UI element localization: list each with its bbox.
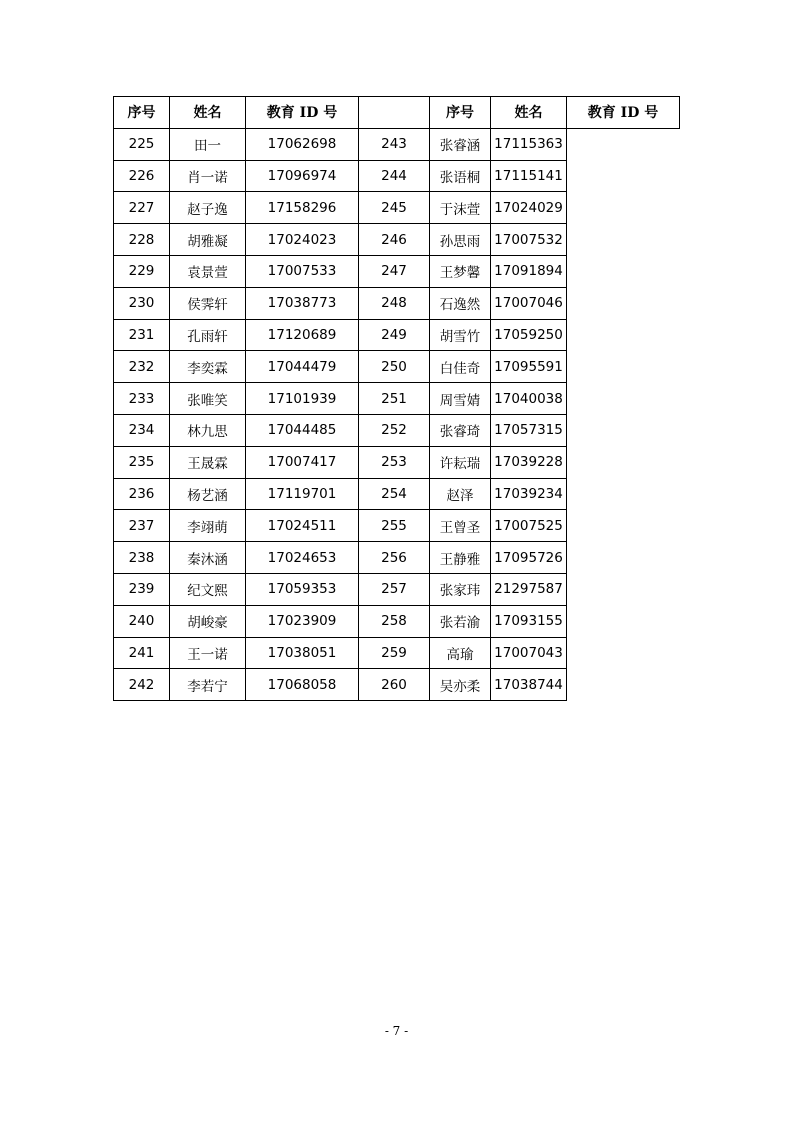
table-row	[114, 573, 680, 605]
cell-name-left: 赵子逸	[170, 192, 246, 224]
cell-id-right: 17093155	[491, 605, 567, 637]
header-name-right: 姓名	[491, 97, 567, 129]
cell-no-right: 244	[359, 160, 430, 192]
cell-no-right: 255	[359, 510, 430, 542]
header-name-left: 姓名	[170, 97, 246, 129]
cell-name-left: 田一	[170, 128, 246, 160]
cell-name-right: 赵泽	[430, 478, 491, 510]
cell-no-left: 228	[114, 224, 170, 256]
table-row	[114, 510, 680, 542]
table-row	[114, 287, 680, 319]
cell-no-left: 232	[114, 351, 170, 383]
cell-name-left: 李若宁	[170, 669, 246, 701]
table-row	[114, 383, 680, 415]
cell-name-left: 李奕霖	[170, 351, 246, 383]
cell-no-right: 252	[359, 414, 430, 446]
cell-name-right: 白佳奇	[430, 351, 491, 383]
cell-no-right: 259	[359, 637, 430, 669]
cell-id-left: 17158296	[246, 192, 359, 224]
cell-no-left: 227	[114, 192, 170, 224]
cell-name-right: 孙思雨	[430, 224, 491, 256]
cell-id-right: 17040038	[491, 383, 567, 415]
cell-name-left: 胡雅凝	[170, 224, 246, 256]
header-id-right: 教育 ID 号	[567, 97, 680, 129]
cell-no-right: 249	[359, 319, 430, 351]
cell-name-left: 纪文熙	[170, 573, 246, 605]
header-id-left: 教育 ID 号	[246, 97, 359, 129]
cell-no-right: 246	[359, 224, 430, 256]
cell-no-left: 236	[114, 478, 170, 510]
cell-name-left: 王晟霖	[170, 446, 246, 478]
cell-id-right: 17007532	[491, 224, 567, 256]
cell-id-right: 17115363	[491, 128, 567, 160]
cell-no-right: 256	[359, 542, 430, 574]
cell-id-left: 17068058	[246, 669, 359, 701]
cell-id-left: 17038773	[246, 287, 359, 319]
cell-no-left: 237	[114, 510, 170, 542]
cell-name-right: 王曾圣	[430, 510, 491, 542]
cell-no-right: 250	[359, 351, 430, 383]
cell-name-left: 胡峻豪	[170, 605, 246, 637]
cell-id-right: 17091894	[491, 255, 567, 287]
cell-no-right: 254	[359, 478, 430, 510]
column-spacer	[359, 97, 430, 129]
cell-no-right: 248	[359, 287, 430, 319]
cell-id-left: 17044479	[246, 351, 359, 383]
cell-name-left: 林九思	[170, 414, 246, 446]
cell-name-right: 于沫萱	[430, 192, 491, 224]
table-row	[114, 160, 680, 192]
cell-id-left: 17120689	[246, 319, 359, 351]
cell-no-left: 239	[114, 573, 170, 605]
cell-name-left: 秦沐涵	[170, 542, 246, 574]
cell-no-right: 258	[359, 605, 430, 637]
page-number: - 7 -	[384, 1024, 409, 1038]
cell-id-left: 17007533	[246, 255, 359, 287]
table-row	[114, 605, 680, 637]
table-row	[114, 351, 680, 383]
cell-name-left: 肖一诺	[170, 160, 246, 192]
cell-id-left: 17024023	[246, 224, 359, 256]
cell-id-left: 17119701	[246, 478, 359, 510]
cell-no-left: 230	[114, 287, 170, 319]
cell-no-left: 234	[114, 414, 170, 446]
cell-no-left: 231	[114, 319, 170, 351]
table-row	[114, 446, 680, 478]
cell-name-left: 袁景萱	[170, 255, 246, 287]
cell-id-right: 17007046	[491, 287, 567, 319]
header-no-left: 序号	[114, 97, 170, 129]
cell-id-right: 17007043	[491, 637, 567, 669]
cell-name-right: 张若渝	[430, 605, 491, 637]
cell-name-left: 张唯笑	[170, 383, 246, 415]
cell-name-right: 王梦馨	[430, 255, 491, 287]
cell-id-left: 17007417	[246, 446, 359, 478]
cell-no-right: 260	[359, 669, 430, 701]
cell-name-right: 许耘瑞	[430, 446, 491, 478]
cell-id-left: 17024653	[246, 542, 359, 574]
table-header-row	[114, 97, 680, 129]
cell-no-right: 253	[359, 446, 430, 478]
cell-id-left: 17044485	[246, 414, 359, 446]
cell-name-right: 胡雪竹	[430, 319, 491, 351]
cell-id-right: 17007525	[491, 510, 567, 542]
table-row	[114, 478, 680, 510]
cell-no-left: 242	[114, 669, 170, 701]
table-row	[114, 128, 680, 160]
cell-no-left: 241	[114, 637, 170, 669]
table-row	[114, 637, 680, 669]
cell-no-left: 233	[114, 383, 170, 415]
cell-id-left: 17096974	[246, 160, 359, 192]
cell-name-right: 王静雅	[430, 542, 491, 574]
cell-id-right: 17057315	[491, 414, 567, 446]
cell-name-left: 孔雨轩	[170, 319, 246, 351]
cell-no-left: 235	[114, 446, 170, 478]
table-row	[114, 319, 680, 351]
cell-no-right: 257	[359, 573, 430, 605]
cell-name-right: 张睿琦	[430, 414, 491, 446]
cell-name-right: 高瑜	[430, 637, 491, 669]
cell-name-right: 吴亦柔	[430, 669, 491, 701]
cell-id-right: 17095591	[491, 351, 567, 383]
cell-name-right: 张睿涵	[430, 128, 491, 160]
cell-name-left: 李翊萌	[170, 510, 246, 542]
cell-no-right: 251	[359, 383, 430, 415]
cell-id-right: 17024029	[491, 192, 567, 224]
cell-id-right: 21297587	[491, 573, 567, 605]
cell-name-right: 张语桐	[430, 160, 491, 192]
cell-id-right: 17059250	[491, 319, 567, 351]
table-row	[114, 192, 680, 224]
cell-no-left: 238	[114, 542, 170, 574]
cell-id-right: 17039234	[491, 478, 567, 510]
cell-id-left: 17062698	[246, 128, 359, 160]
cell-no-left: 240	[114, 605, 170, 637]
cell-name-right: 周雪婧	[430, 383, 491, 415]
table-row	[114, 414, 680, 446]
cell-name-left: 王一诺	[170, 637, 246, 669]
cell-no-left: 229	[114, 255, 170, 287]
table-row	[114, 255, 680, 287]
cell-no-right: 243	[359, 128, 430, 160]
cell-name-right: 石逸然	[430, 287, 491, 319]
table-row	[114, 669, 680, 701]
cell-name-left: 侯霁轩	[170, 287, 246, 319]
cell-no-right: 247	[359, 255, 430, 287]
cell-id-right: 17115141	[491, 160, 567, 192]
cell-no-left: 226	[114, 160, 170, 192]
student-roster-table	[113, 96, 680, 701]
cell-no-left: 225	[114, 128, 170, 160]
cell-id-left: 17023909	[246, 605, 359, 637]
cell-no-right: 245	[359, 192, 430, 224]
cell-id-right: 17039228	[491, 446, 567, 478]
cell-id-left: 17059353	[246, 573, 359, 605]
table-row	[114, 542, 680, 574]
header-no-right: 序号	[430, 97, 491, 129]
cell-id-left: 17038051	[246, 637, 359, 669]
cell-id-right: 17095726	[491, 542, 567, 574]
cell-id-left: 17101939	[246, 383, 359, 415]
table-row	[114, 224, 680, 256]
cell-id-right: 17038744	[491, 669, 567, 701]
cell-name-right: 张家玮	[430, 573, 491, 605]
cell-name-left: 杨艺涵	[170, 478, 246, 510]
cell-id-left: 17024511	[246, 510, 359, 542]
